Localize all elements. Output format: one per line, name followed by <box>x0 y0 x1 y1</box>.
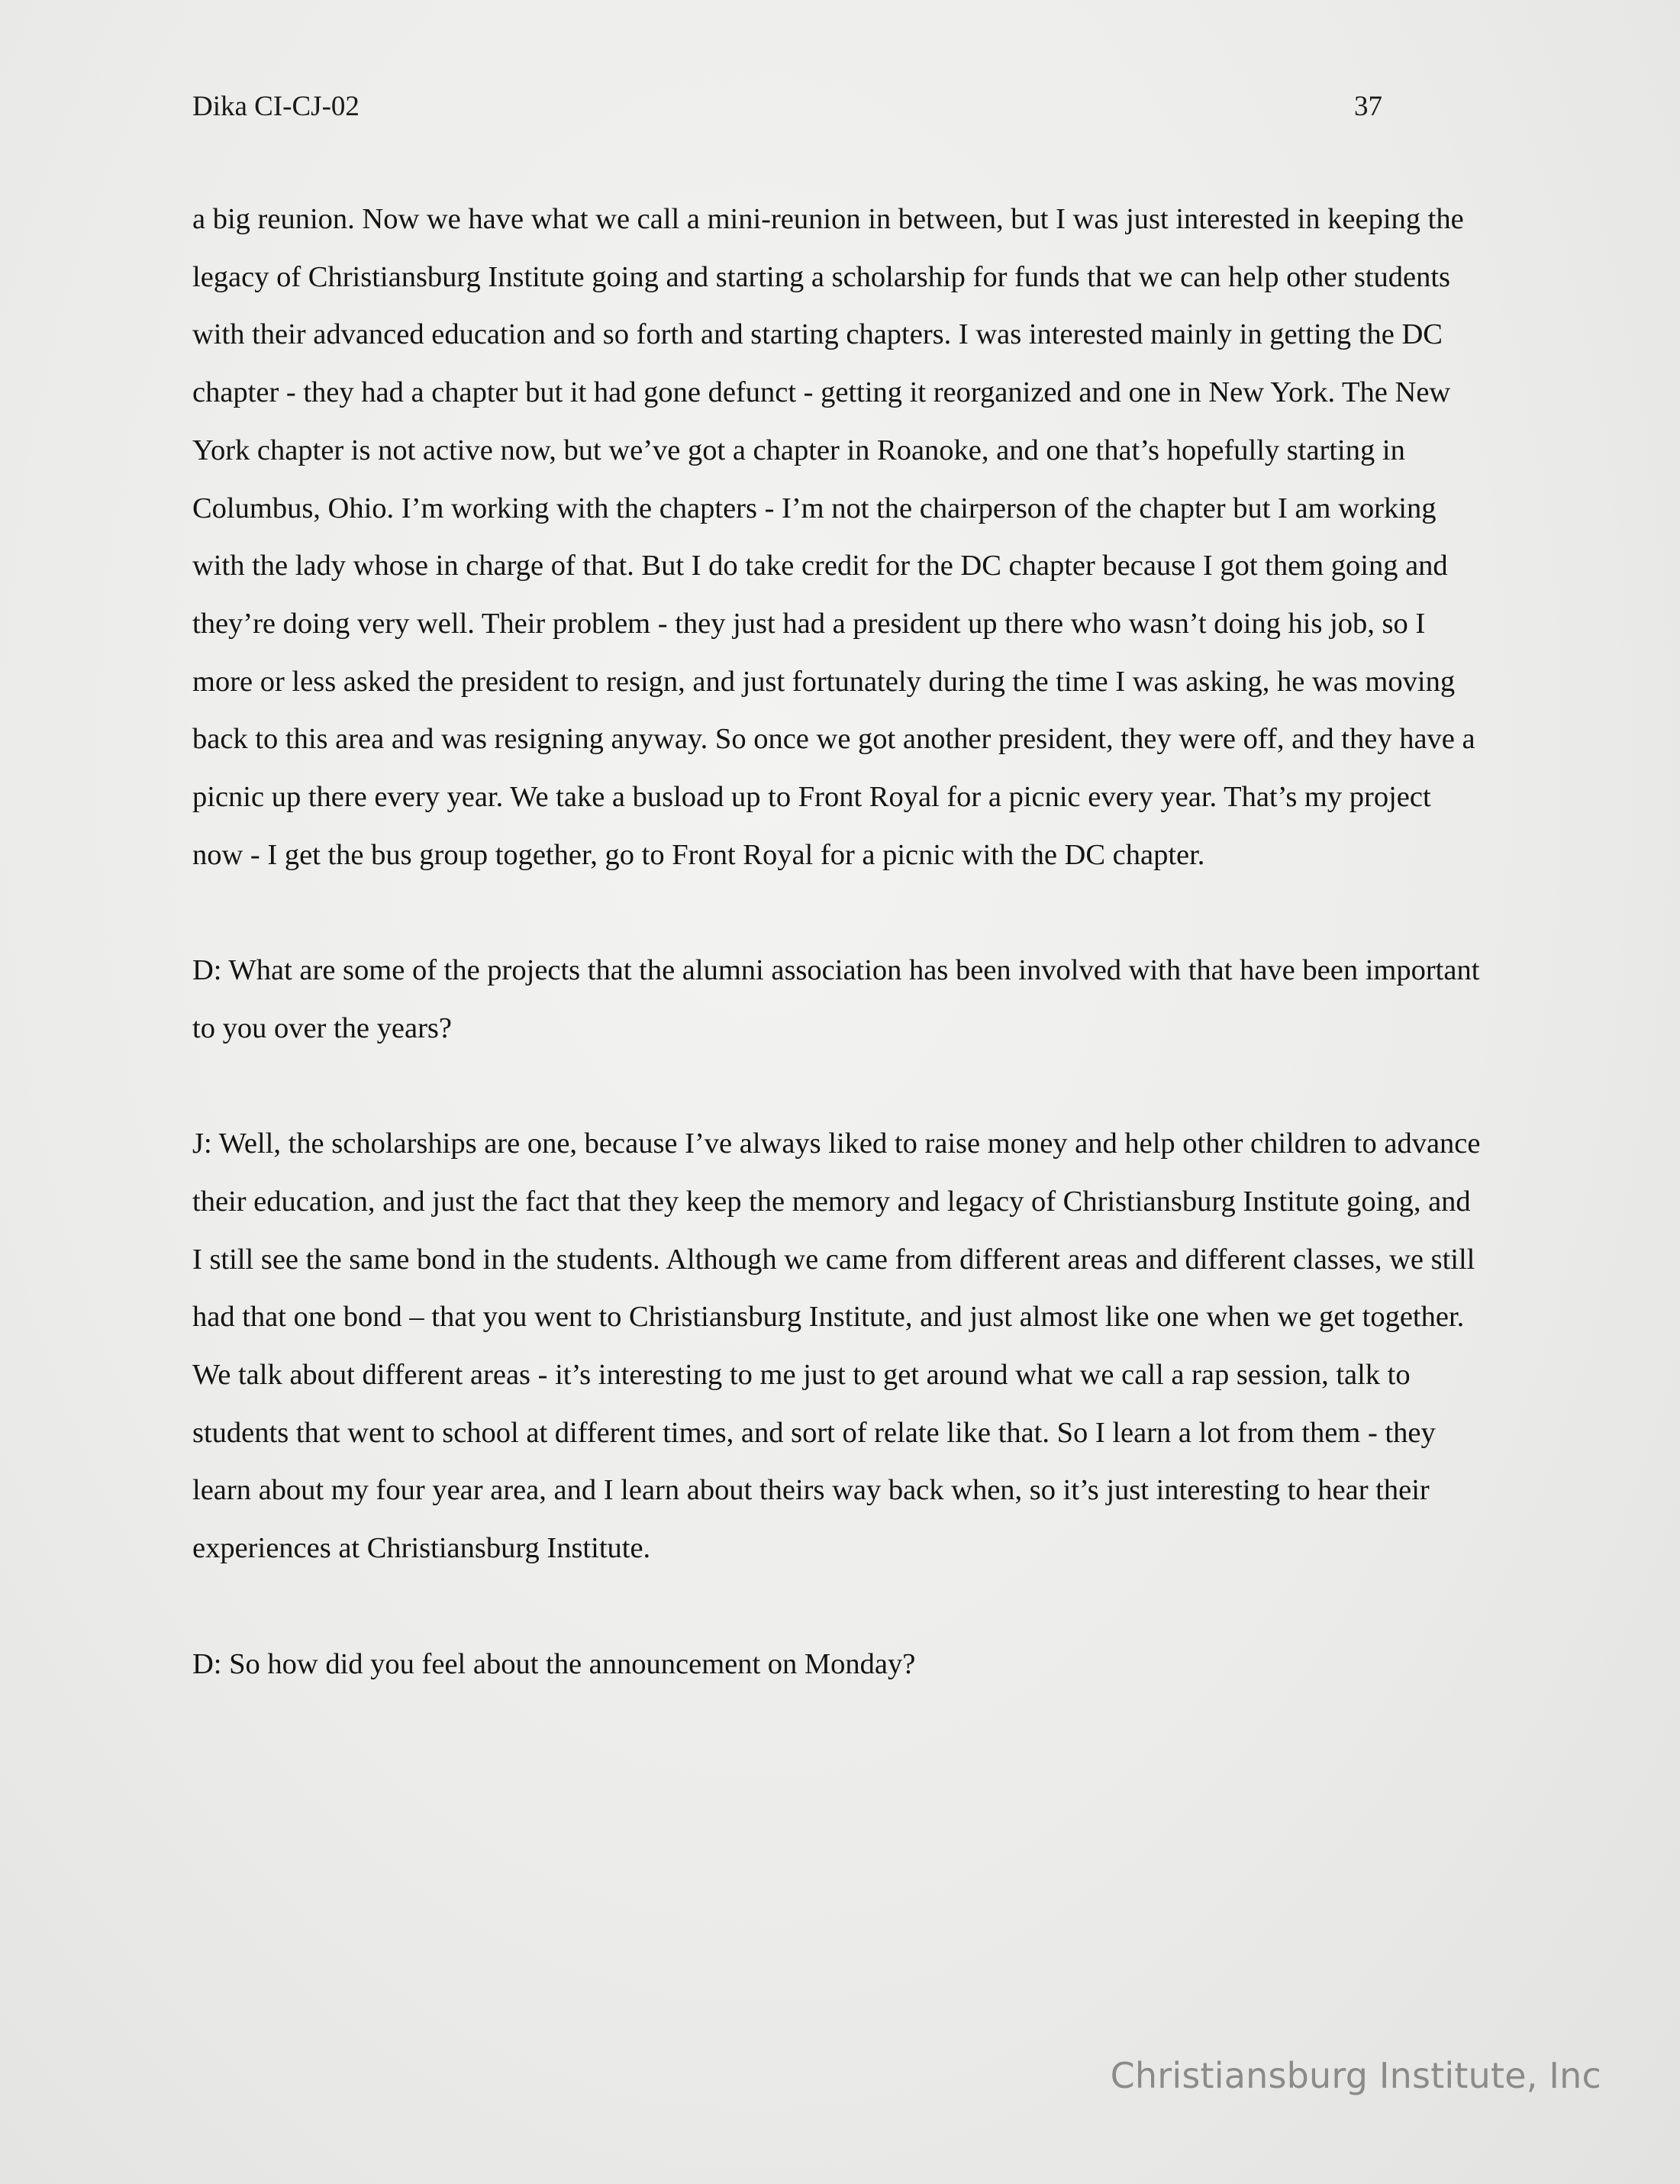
watermark-text: Christiansburg Institute, Inc <box>1110 2055 1601 2096</box>
page-number: 37 <box>1354 91 1382 122</box>
paragraph-3-answer: J: Well, the scholarships are one, because I’ve always liked to raise money and help other children to advance their education, and just the fact that they keep the memory and legacy of Christiansburg Institute going, and I still see the same bond in the students. Although we came from different areas and different classes, we still had that one bond – that you went to Christiansburg Institute, and just almost like one when we get together. We talk about different areas - it’s interesting to me just to get around what we call a rap session, talk to students that went to school at different times, and sort of relate like that. So I learn a lot from them - they learn about my four year area, and I learn about theirs way back when, so it’s just interesting to hear their experiences at Christiansburg Institute. <box>192 1127 1481 1565</box>
document-id: Dika CI-CJ-02 <box>192 91 360 122</box>
page-header <box>192 90 1391 136</box>
transcript-body <box>192 191 1482 1693</box>
paragraph-1: a big reunion. Now we have what we call a mini-reunion in between, but I was just interested in keeping the legacy of Christiansburg Institute going and starting a scholarship for funds that we can help other students with their advanced education and so forth and starting chapters. I was interested mainly in getting the DC chapter - they had a chapter but it had gone defunct - getting it reorganized and one in New York. The New York chapter is not active now, but we’ve got a chapter in Roanoke, and one that’s hopefully starting in Columbus, Ohio. I’m working with the chapters - I’m not the chairperson of the chapter but I am working with the lady whose in charge of that. But I do take credit for the DC chapter because I got them going and they’re doing very well. Their problem - they just had a president up there who wasn’t doing his job, so I more or less asked the president to resign, and just fortunately during the time I was asking, he was moving back to this area and was resigning anyway. So once we got another president, they were off, and they have a picnic up there every year. We take a busload up to Front Royal for a picnic every year. That’s my project now - I get the bus group together, go to Front Royal for a picnic with the DC chapter. <box>192 203 1475 871</box>
paragraph-2-question: D: What are some of the projects that the alumni association has been involved with that have been important to you over the years? <box>192 954 1480 1044</box>
paragraph-4-question: D: So how did you feel about the announcement on Monday? <box>192 1647 916 1680</box>
